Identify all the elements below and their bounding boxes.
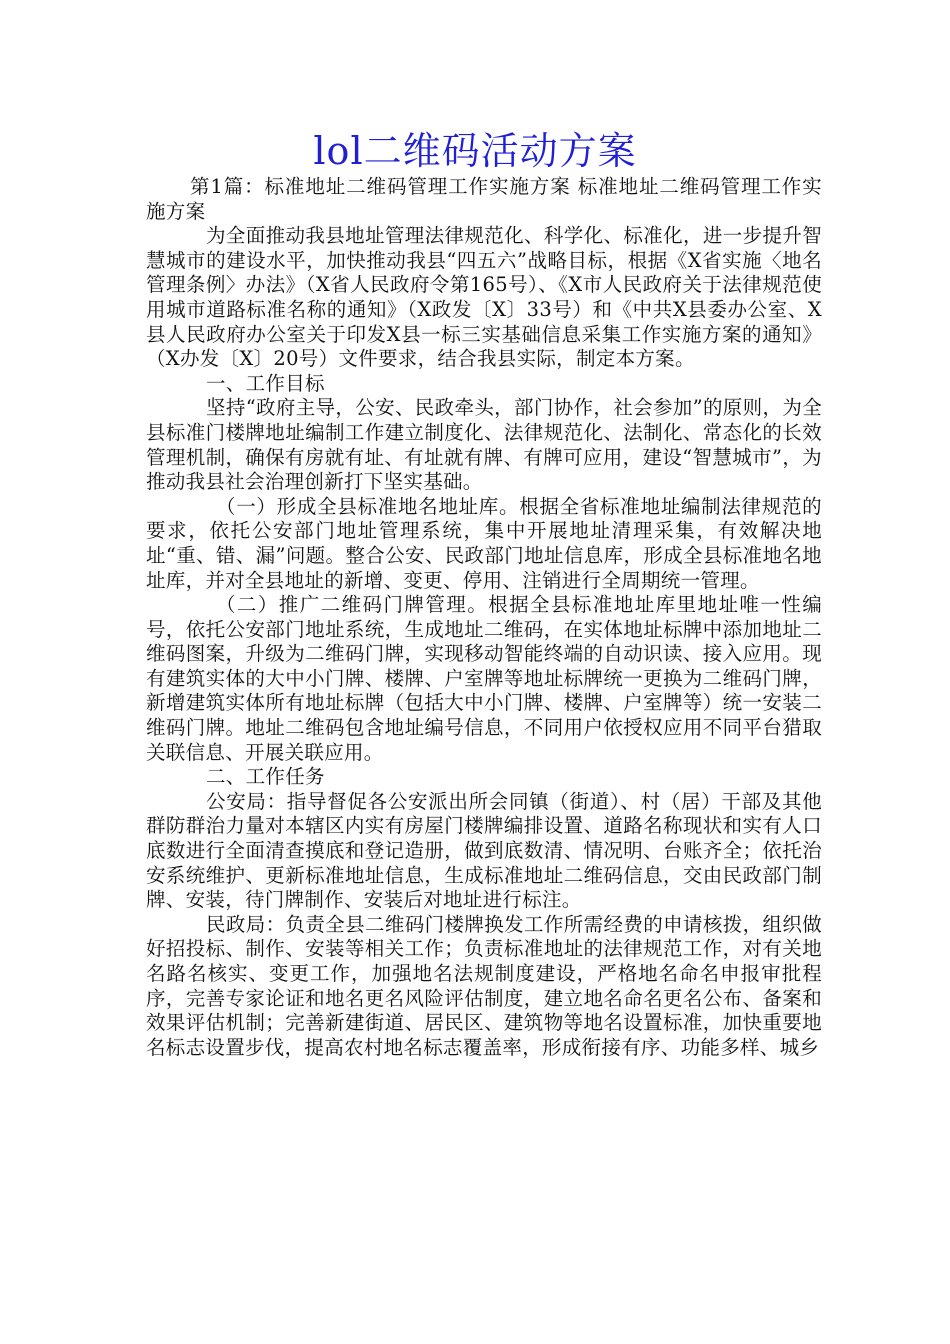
paragraph-principles: 坚持“政府主导，公安、民政牵头，部门协作，社会参加”的原则，为全县标准门楼牌地址编制工作建立制度化、法律规范化、法制化、常态化的长效管理机制，确保有房就有址、有址就有牌、有牌可应用，建设“智慧城市”，为推动我县社会治理创新打下坚实基础。 xyxy=(146,396,822,494)
heading-work-tasks: 二、工作任务 xyxy=(206,765,325,789)
heading-work-goals: 一、工作目标 xyxy=(206,371,325,395)
paragraph-address-database: （一）形成全县标准地名地址库。根据全省标准地址编制法律规范的要求，依托公安部门地址管理系统，集中开展地址清理采集，有效解决地址“重、错、漏”问题。整合公安、民政部门地址信息库，形成全县标准地名地址库，并对全县地址的新增、变更、停用、注销进行全周期统一管理。 xyxy=(146,494,822,592)
document-title: lol二维码活动方案 xyxy=(313,129,637,173)
paragraph-qr-plates: （二）推广二维码门牌管理。根据全县标准地址库里地址唯一性编号，依托公安部门地址系统，生成地址二维码，在实体地址标牌中添加地址二维码图案，升级为二维码门牌，实现移动智能终端的自动识读、接入应用。现有建筑实体的大中小门牌、楼牌、户室牌等地址标牌统一更换为二维码门牌，新增建筑实体所有地址标牌（包括大中小门牌、楼牌、户室牌等）统一安装二维码门牌。地址二维码包含地址编号信息，不同用户依授权应用不同平台猎取关联信息、开展关联应用。 xyxy=(146,593,822,764)
paragraph-section-title: 第1篇：标准地址二维码管理工作实施方案 标准地址二维码管理工作实施方案 xyxy=(146,175,822,223)
paragraph-public-security: 公安局：指导督促各公安派出所会同镇（街道）、村（居）干部及其他群防群治力量对本辖区内实有房屋门楼牌编排设置、道路名称现状和实有人口底数进行全面清查摸底和登记造册，做到底数清、情况明、台账齐全；依托治安系统维护、更新标准地址信息，生成标准地址二维码信息，交由民政部门制牌、安装，待门牌制作、安装后对地址进行标注。 xyxy=(146,789,822,912)
document-body xyxy=(146,175,822,1060)
paragraph-civil-affairs: 民政局：负责全县二维码门楼牌换发工作所需经费的申请核拨，组织做好招投标、制作、安装等相关工作；负责标准地址的法律规范工作，对有关地名路名核实、变更工作，加强地名法规制度建设，严格地名命名申报审批程序，完善专家论证和地名更名风险评估制度，建立地名命名更名公布、备案和效果评估机制；完善新建街道、居民区、建筑物等地名设置标准，加快重要地名标志设置步伐，提高农村地名标志覆盖率，形成衔接有序、功能多样、城乡 xyxy=(146,912,822,1059)
paragraph-intro: 为全面推动我县地址管理法律规范化、科学化、标准化，进一步提升智慧城市的建设水平，加快推动我县“四五六”战略目标，根据《X省实施〈地名管理条例〉办法》（X省人民政府令第165号）、《X市人民政府关于法律规范使用城市道路标准名称的通知》（X政发〔X〕33号）和《中共X县委办公室、X县人民政府办公室关于印发X县一标三实基础信息采集工作实施方案的通知》（X办发〔X〕20号）文件要求，结合我县实际，制定本方案。 xyxy=(146,224,822,371)
